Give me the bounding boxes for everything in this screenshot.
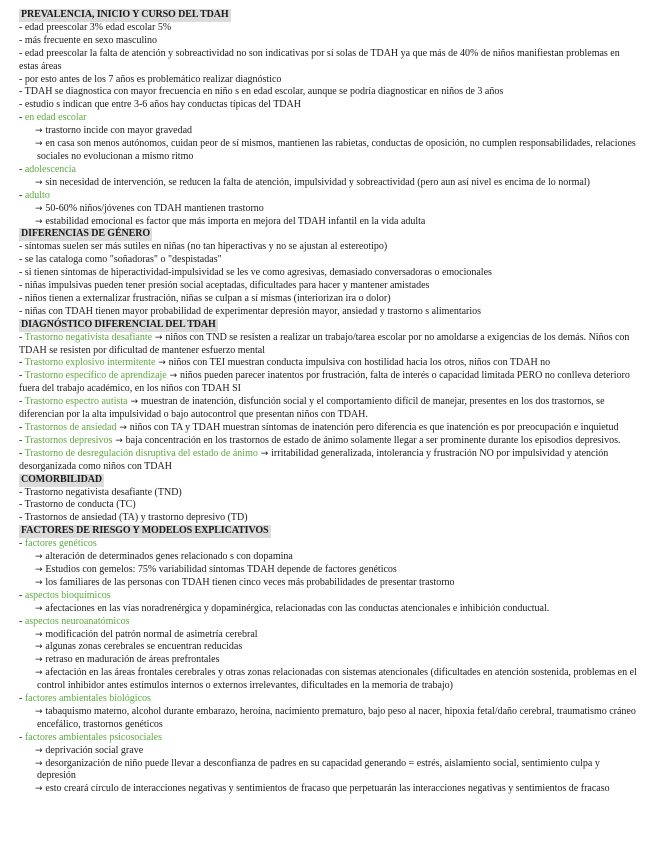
arrow-item-text: algunas zonas cerebrales se encuentran reducidas: [45, 641, 243, 653]
arrow-item: [17, 203, 641, 216]
arrow-icon: →: [35, 216, 46, 227]
arrow-icon: →: [35, 177, 46, 188]
bullet-item: - Trastorno de conducta (TC): [19, 499, 136, 511]
disorder-term: Trastorno espectro autista: [24, 396, 128, 408]
arrow-icon: →: [35, 784, 46, 795]
group-label-text: en edad escolar: [24, 112, 87, 124]
differential-text: niños con TA y TDAH muestran síntomas de inatención pero diferencia es que inatención es por preocupación e inquietud: [129, 422, 619, 433]
arrow-item-text: afectaciones en las vías noradrenérgica y dopaminérgica, relacionadas con las conductas atencionales e inhibición conductual.: [45, 602, 550, 614]
arrow-item-text: deprivación social grave: [45, 744, 144, 756]
dash: -: [19, 447, 25, 459]
group-label: [19, 732, 641, 745]
arrow-item: [17, 577, 641, 590]
dash: -: [19, 538, 25, 550]
group-label: [19, 590, 641, 603]
arrow-icon: →: [35, 203, 46, 214]
bullet-item: - Trastornos de ansiedad (TA) y trastorno depresivo (TD): [19, 512, 248, 524]
arrow-icon: →: [35, 629, 46, 640]
disorder-term: Trastorno específico de aprendizaje: [24, 370, 167, 382]
arrow-icon: →: [127, 397, 141, 408]
arrow-item: [17, 706, 641, 732]
disorder-term: Trastorno negativista desafiante: [24, 331, 153, 343]
section-heading: DIAGNÓSTICO DIFERENCIAL DEL TDAH: [21, 318, 216, 330]
arrow-item: [17, 667, 641, 693]
dash: -: [19, 163, 25, 175]
group-label: [19, 112, 641, 125]
differential-item: [19, 357, 641, 370]
arrow-item-text: estabilidad emocional es factor que más importa en mejora del TDAH infantil en la vida adulta: [45, 215, 426, 227]
arrow-icon: →: [35, 642, 46, 653]
bullet-item: - se las cataloga como "soñadoras" o "despistadas": [19, 254, 222, 266]
dash: -: [19, 112, 25, 124]
arrow-icon: →: [35, 706, 46, 717]
bullet-item: - TDAH se diagnostica con mayor frecuencia en niño s en edad escolar, aunque se podría diagnosticar en niños de 3 años: [19, 86, 504, 98]
arrow-item-text: esto creará círculo de interacciones negativas y sentimientos de fracaso que perpetuarán las interacciones negativas y sentimientos de fracaso: [45, 783, 610, 795]
section-heading: PREVALENCIA, INICIO Y CURSO DEL TDAH: [21, 9, 229, 20]
arrow-item: [17, 125, 641, 138]
dash: -: [19, 357, 25, 369]
differential-text: muestran de inatención, disfunción social y el comportamiento difícil de manejar, presentes en los dos trastornos, se diferencian por la alta impulsividad o bajo autocontrol que presentan niños con TDAH.: [19, 396, 605, 421]
group-label-text: factores genéticos: [24, 538, 97, 550]
bullet-item: - niños tienen a externalizar frustración, niñas se culpan a sí mismas (interiorizan ira o dolor): [19, 292, 391, 304]
dash: -: [19, 331, 25, 343]
bullet-item: - niñas con TDAH tienen mayor probabilidad de experimentar depresión mayor, ansiedad y trastorno s alimentarios: [19, 305, 482, 317]
arrow-item: [17, 654, 641, 667]
arrow-icon: →: [35, 603, 46, 614]
arrow-item-text: tabaquismo materno, alcohol durante embarazo, heroína, nacimiento prematuro, bajo peso al nacer, hipoxia fetal/daño cerebral, traumatismo cráneo encefálico, trastornos genéticos: [37, 705, 636, 730]
bullet-item: - por esto antes de los 7 años es problemático realizar diagnóstico: [19, 73, 282, 85]
arrow-item-text: retraso en maduración de áreas prefrontales: [45, 654, 220, 666]
dash: -: [19, 396, 25, 408]
differential-text: niños con TND se resisten a realizar un trabajo/tarea escolar por no amoldarse a exigencias de los demás. Niños con TDAH se resisten por dificultad de mantener esfuerzo mental: [19, 331, 630, 356]
bullet-item: - edad preescolar 3% edad escolar 5%: [19, 21, 172, 33]
section-heading: FACTORES DE RIESGO Y MODELOS EXPLICATIVOS: [21, 525, 269, 537]
arrow-icon: →: [152, 332, 166, 343]
group-label-text: aspectos neuroanatómicos: [24, 615, 130, 627]
arrow-item-text: alteración de determinados genes relacionado s con dopamina: [45, 551, 293, 563]
section-heading-row: [17, 525, 641, 538]
bullet-item: - niñas impulsivas pueden tener presión social aceptadas, dificultades para hacer y mantener amistades: [19, 280, 430, 292]
group-label: [19, 190, 641, 203]
bullet-item: - edad preescolar la falta de atención y sobreactividad no son indicativas por sí solas de TDAH ya que más de 40% de niños manifiestan problemas en estas áreas: [19, 47, 620, 72]
arrow-icon: →: [35, 668, 46, 679]
disorder-term: Trastorno de desregulación disruptiva del estado de ánimo: [24, 447, 258, 459]
arrow-icon: →: [35, 655, 46, 666]
bullet-item: - Trastorno negativista desafiante (TND): [19, 486, 182, 498]
differential-text: irritabilidad generalizada, intolerancia y frustración NO por impulsividad y atención desorganizada como niños con TDAH: [19, 447, 609, 472]
arrow-icon: →: [166, 371, 180, 382]
section-heading: DIFERENCIAS DE GÉNERO: [21, 228, 151, 240]
differential-item: [19, 332, 641, 358]
arrow-item: [17, 629, 641, 642]
arrow-item-text: desorganización de niño puede llevar a desconfianza de padres en su capacidad generando = estrés, aislamiento social, sentimiento culpa y depresión: [37, 757, 600, 782]
arrow-icon: →: [35, 577, 46, 588]
group-label-text: factores ambientales psicosociales: [24, 731, 163, 743]
disorder-term: Trastornos depresivos: [24, 434, 113, 446]
arrow-item: [17, 551, 641, 564]
differential-text: niños con TEI muestran conducta impulsiva con hostilidad hacia los otros, niños con TDAH no: [168, 357, 551, 369]
arrow-item: [17, 603, 641, 616]
arrow-item: [17, 783, 641, 796]
arrow-icon: →: [155, 358, 169, 369]
arrow-icon: →: [35, 745, 46, 756]
differential-item: [19, 422, 641, 435]
arrow-icon: →: [116, 423, 130, 433]
arrow-icon: →: [257, 448, 272, 459]
dash: -: [19, 189, 25, 201]
arrow-item: [17, 758, 641, 784]
section-heading-row: [17, 228, 641, 241]
arrow-item-text: 50-60% niños/jóvenes con TDAH mantienen trastorno: [45, 202, 264, 214]
arrow-icon: →: [35, 126, 46, 137]
group-label: [19, 164, 641, 177]
arrow-item-text: modificación del patrón normal de asimetría cerebral: [45, 628, 258, 640]
group-label-text: adolescencia: [24, 163, 76, 175]
arrow-icon: →: [35, 564, 46, 575]
section-heading: COMORBILIDAD: [21, 473, 103, 485]
arrow-item-text: los familiares de las personas con TDAH tienen cinco veces más probabilidades de presentar trastorno: [45, 576, 455, 588]
group-label-text: factores ambientales biológicos: [24, 693, 151, 705]
group-label: [19, 538, 641, 551]
differential-text: baja concentración en los trastornos de estado de ánimo solamente llegar a ser prominente durante los episodios depresivos.: [125, 434, 621, 446]
dash: -: [19, 370, 25, 382]
bullet-item: - síntomas suelen ser más sutiles en niñas (no tan hiperactivas y no se ajustan al estereotipo): [19, 241, 388, 253]
bullet-item: - si tienen síntomas de hiperactividad-impulsividad se les ve como agresivas, demasiado conversadoras o emocionales: [19, 267, 492, 279]
dash: -: [19, 693, 25, 705]
arrow-item: [17, 138, 641, 164]
arrow-item-text: afectación en las áreas frontales cerebrales y otras zonas relacionadas con sistemas atencionales (dificultades en atención sostenida, problemas en el control inhibidor antes estímulos internos o externos irrelevantes, dificultades en la memoria de trabajo): [37, 667, 637, 692]
dash: -: [19, 731, 25, 743]
section-0: [17, 9, 641, 228]
arrow-item: [17, 745, 641, 758]
differential-item: [19, 435, 641, 448]
group-label-text: adulto: [24, 189, 50, 201]
group-label: [19, 616, 641, 629]
section-heading-row: [17, 319, 641, 332]
arrow-item: [17, 641, 641, 654]
arrow-item: [17, 564, 641, 577]
section-heading-row: [17, 474, 641, 487]
arrow-item-text: trastorno incide con mayor gravedad: [45, 125, 193, 137]
group-label: [19, 693, 641, 706]
document-page: [17, 9, 641, 796]
arrow-item-text: sin necesidad de intervención, se reducen la falta de atención, impulsividad y sobreactividad (pero aun así nivel es encima de lo normal): [45, 176, 590, 188]
disorder-term: Trastornos de ansiedad: [24, 422, 117, 433]
arrow-item: [17, 177, 641, 190]
section-3: [17, 474, 641, 526]
section-heading-row: [17, 9, 641, 22]
disorder-term: Trastorno explosivo intermitente: [24, 357, 156, 369]
differential-item: [19, 370, 641, 396]
group-label-text: aspectos bioquímicos: [24, 589, 111, 601]
dash: -: [19, 615, 25, 627]
section-2: [17, 319, 641, 474]
arrow-icon: →: [35, 139, 46, 150]
arrow-icon: →: [112, 435, 126, 446]
section-1: [17, 228, 641, 318]
dash: -: [19, 422, 25, 433]
arrow-icon: →: [35, 552, 46, 563]
dash: -: [19, 434, 25, 446]
arrow-item-text: Estudios con gemelos: 75% variabilidad síntomas TDAH depende de factores genéticos: [45, 563, 397, 575]
section-4: [17, 525, 641, 796]
differential-item: [19, 448, 641, 474]
dash: -: [19, 589, 25, 601]
arrow-item-text: en casa son menos autónomos, cuidan peor de sí mismos, mantienen las rabietas, conductas de oposición, no cumplen responsabilidades, relaciones sociales no evolucionan a mismo ritmo: [37, 138, 636, 162]
bullet-item: - estudio s indican que entre 3-6 años hay conductas típicas del TDAH: [19, 99, 301, 111]
arrow-item: [17, 216, 641, 229]
differential-item: [19, 396, 641, 422]
bullet-item: - más frecuente en sexo masculino: [19, 34, 158, 46]
differential-text: niños pueden parecer inatentos por frustración, falta de interés o capacidad limitada PERO no conlleva deterioro fuera del trabajo académico, en los niños con TDAH SI: [19, 370, 630, 395]
arrow-icon: →: [35, 758, 46, 769]
